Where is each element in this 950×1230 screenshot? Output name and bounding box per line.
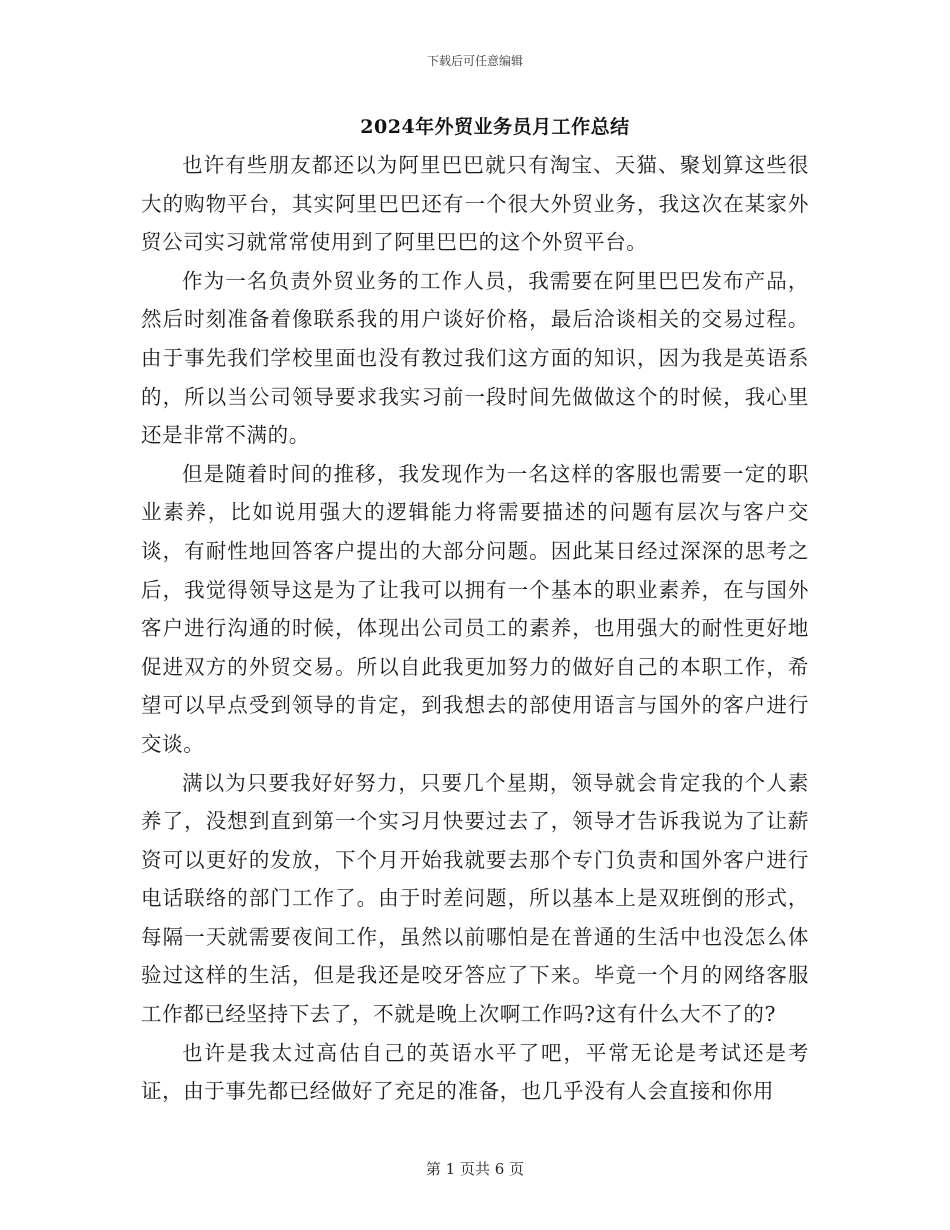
header-note: 下载后可任意编辑 (426, 54, 523, 68)
document-title: 2024年外贸业务员月工作总结 (360, 116, 630, 138)
document-body (141, 146, 809, 1111)
paragraph: 也许是我太过高估自己的英语水平了吧，平常无论是考试还是考证，由于事先都已经做好了充足的准备，也几乎没有人会直接和你用 (141, 1040, 809, 1104)
paragraph: 也许有些朋友都还以为阿里巴巴就只有淘宝、天猫、聚划算这些很大的购物平台，其实阿里巴巴还有一个很大外贸业务，我这次在某家外贸公司实习就常常使用到了阿里巴巴的这个外贸平台。 (141, 153, 809, 255)
paragraph: 满以为只要我好好努力，只要几个星期，领导就会肯定我的个人素养了，没想到直到第一个实习月快要过去了，领导才告诉我说为了让薪资可以更好的发放，下个月开始我就要去那个专门负责和国外客户进行电话联络的部门工作了。由于时差问题，所以基本上是双班倒的形式，每隔一天就需要夜间工作，虽然以前哪怕是在普通的生活中也没怎么体验过这样的生活，但是我还是咬牙答应了下来。毕竟一个月的网络客服工作都已经坚持下去了，不就是晚上次啊工作吗?这有什么大不了的? (141, 770, 809, 1027)
paragraph: 作为一名负责外贸业务的工作人员，我需要在阿里巴巴发布产品，然后时刻准备着像联系我的用户谈好价格，最后洽谈相关的交易过程。由于事先我们学校里面也没有教过我们这方面的知识，因为我是英语系的，所以当公司领导要求我实习前一段时间先做做这个的时候，我心里还是非常不满的。 (141, 268, 809, 448)
page-footer: 第 1 页共 6 页 (425, 1160, 525, 1178)
paragraph: 但是随着时间的推移，我发现作为一名这样的客服也需要一定的职业素养，比如说用强大的逻辑能力将需要描述的问题有层次与客户交谈，有耐性地回答客户提出的大部分问题。因此某日经过深深的思考之后，我觉得领导这是为了让我可以拥有一个基本的职业素养，在与国外客户进行沟通的时候，体现出公司员工的素养，也用强大的耐性更好地促进双方的外贸交易。所以自此我更加努力的做好自己的本职工作，希望可以早点受到领导的肯定，到我想去的部使用语言与国外的客户进行交谈。 (141, 461, 809, 756)
